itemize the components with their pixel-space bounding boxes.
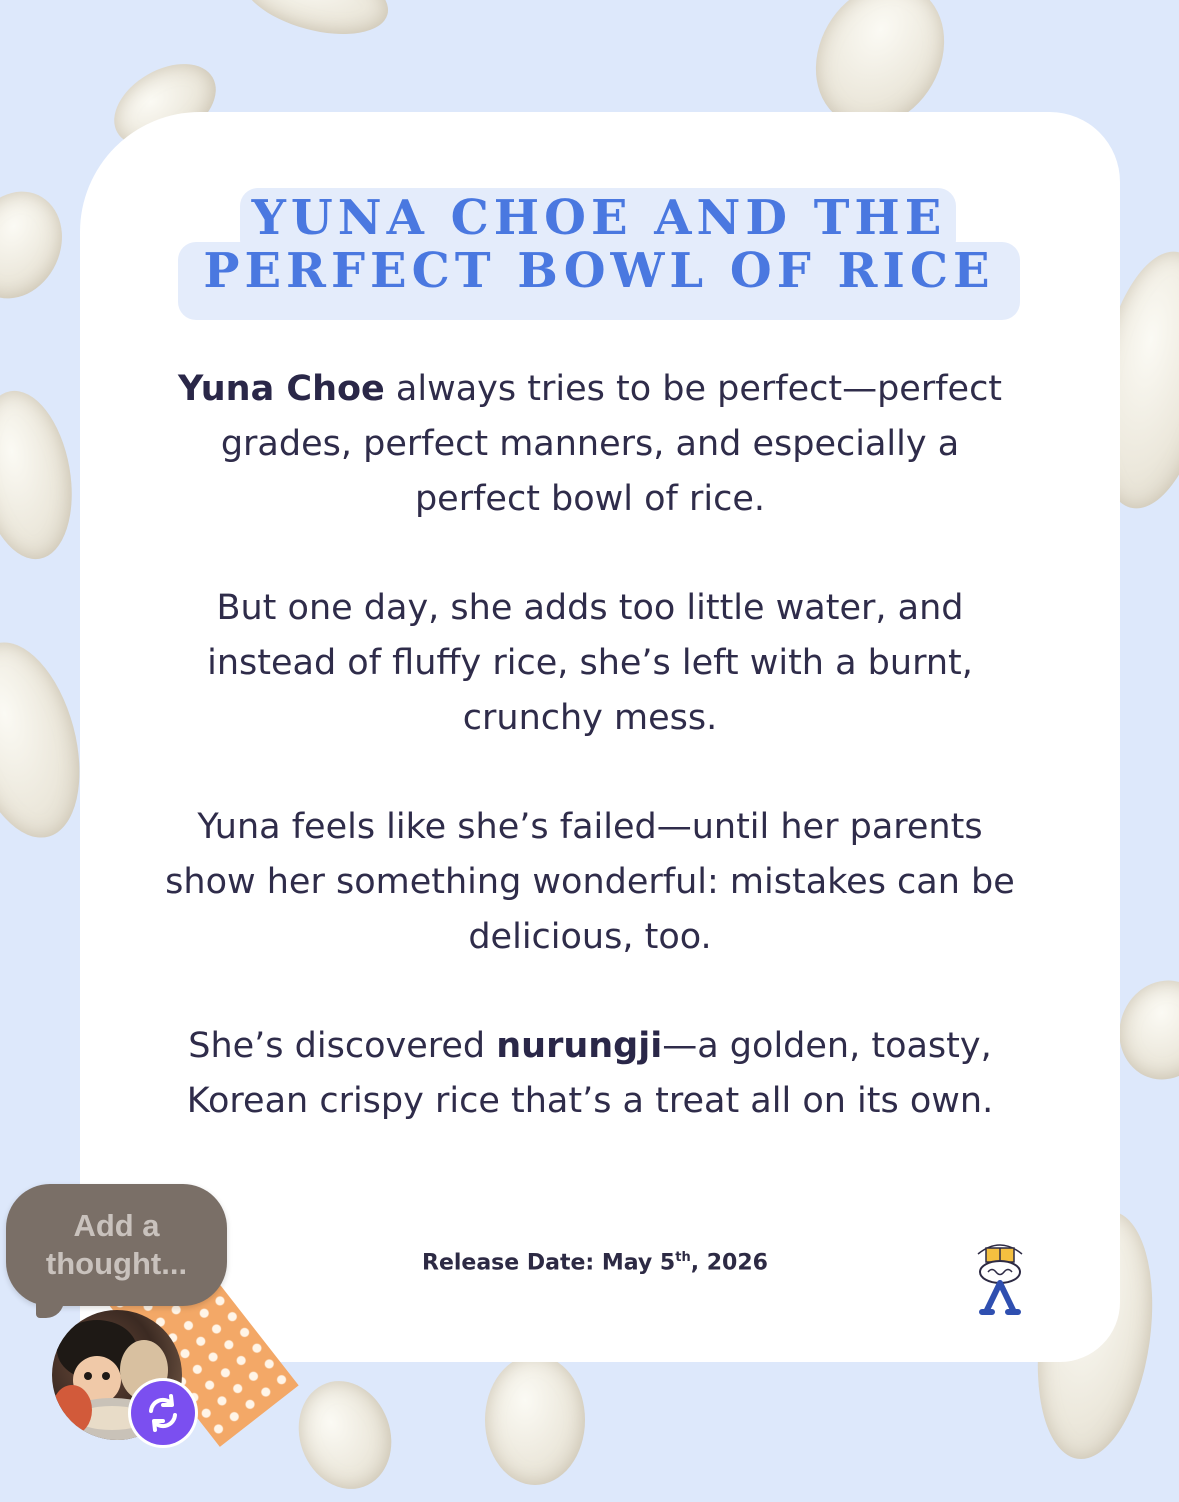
add-thought-placeholder[interactable]: Add a thought... <box>45 1208 188 1281</box>
rice-grain-decoration <box>0 176 79 314</box>
sync-icon <box>131 1381 195 1445</box>
bubble-tail <box>36 1290 64 1318</box>
paragraph <box>160 362 1020 527</box>
rice-grain-decoration <box>284 1368 406 1502</box>
paragraph: Yuna feels like she’s failed—until her parents show her something wonderful: mistakes can be delicious, too. <box>165 807 1015 957</box>
character-name: Yuna Choe <box>177 369 385 409</box>
paragraph-text: always tries to be perfect—perfect grades, perfect manners, and especially a perfect bowl of rice. <box>220 369 1003 519</box>
page-title: YUNA CHOE AND THE PERFECT BOWL OF RICE <box>203 190 995 299</box>
publisher-logo-icon <box>972 1238 1028 1318</box>
release-date-year: , 2026 <box>690 1250 768 1276</box>
release-date-label: Release Date: May 5 <box>422 1250 676 1276</box>
title-block <box>178 188 1020 320</box>
description <box>160 362 1020 1183</box>
rice-grain-decoration <box>0 383 84 566</box>
rice-grain-decoration <box>233 0 396 48</box>
rice-grain-decoration <box>485 1355 585 1485</box>
sync-button[interactable] <box>131 1381 195 1445</box>
paragraph-text: She’s discovered <box>188 1026 497 1066</box>
highlighted-term: nurungji <box>496 1026 663 1066</box>
paragraph: But one day, she adds too little water, and instead of fluffy rice, she’s left with a burnt, crunchy mess. <box>207 588 973 738</box>
release-date-suffix: th <box>675 1250 691 1265</box>
paragraph <box>160 1019 1020 1129</box>
paragraph-text: —a golden, toasty, Korean crispy rice that’s a treat all on its own. <box>186 1026 994 1121</box>
release-date <box>380 1250 810 1275</box>
